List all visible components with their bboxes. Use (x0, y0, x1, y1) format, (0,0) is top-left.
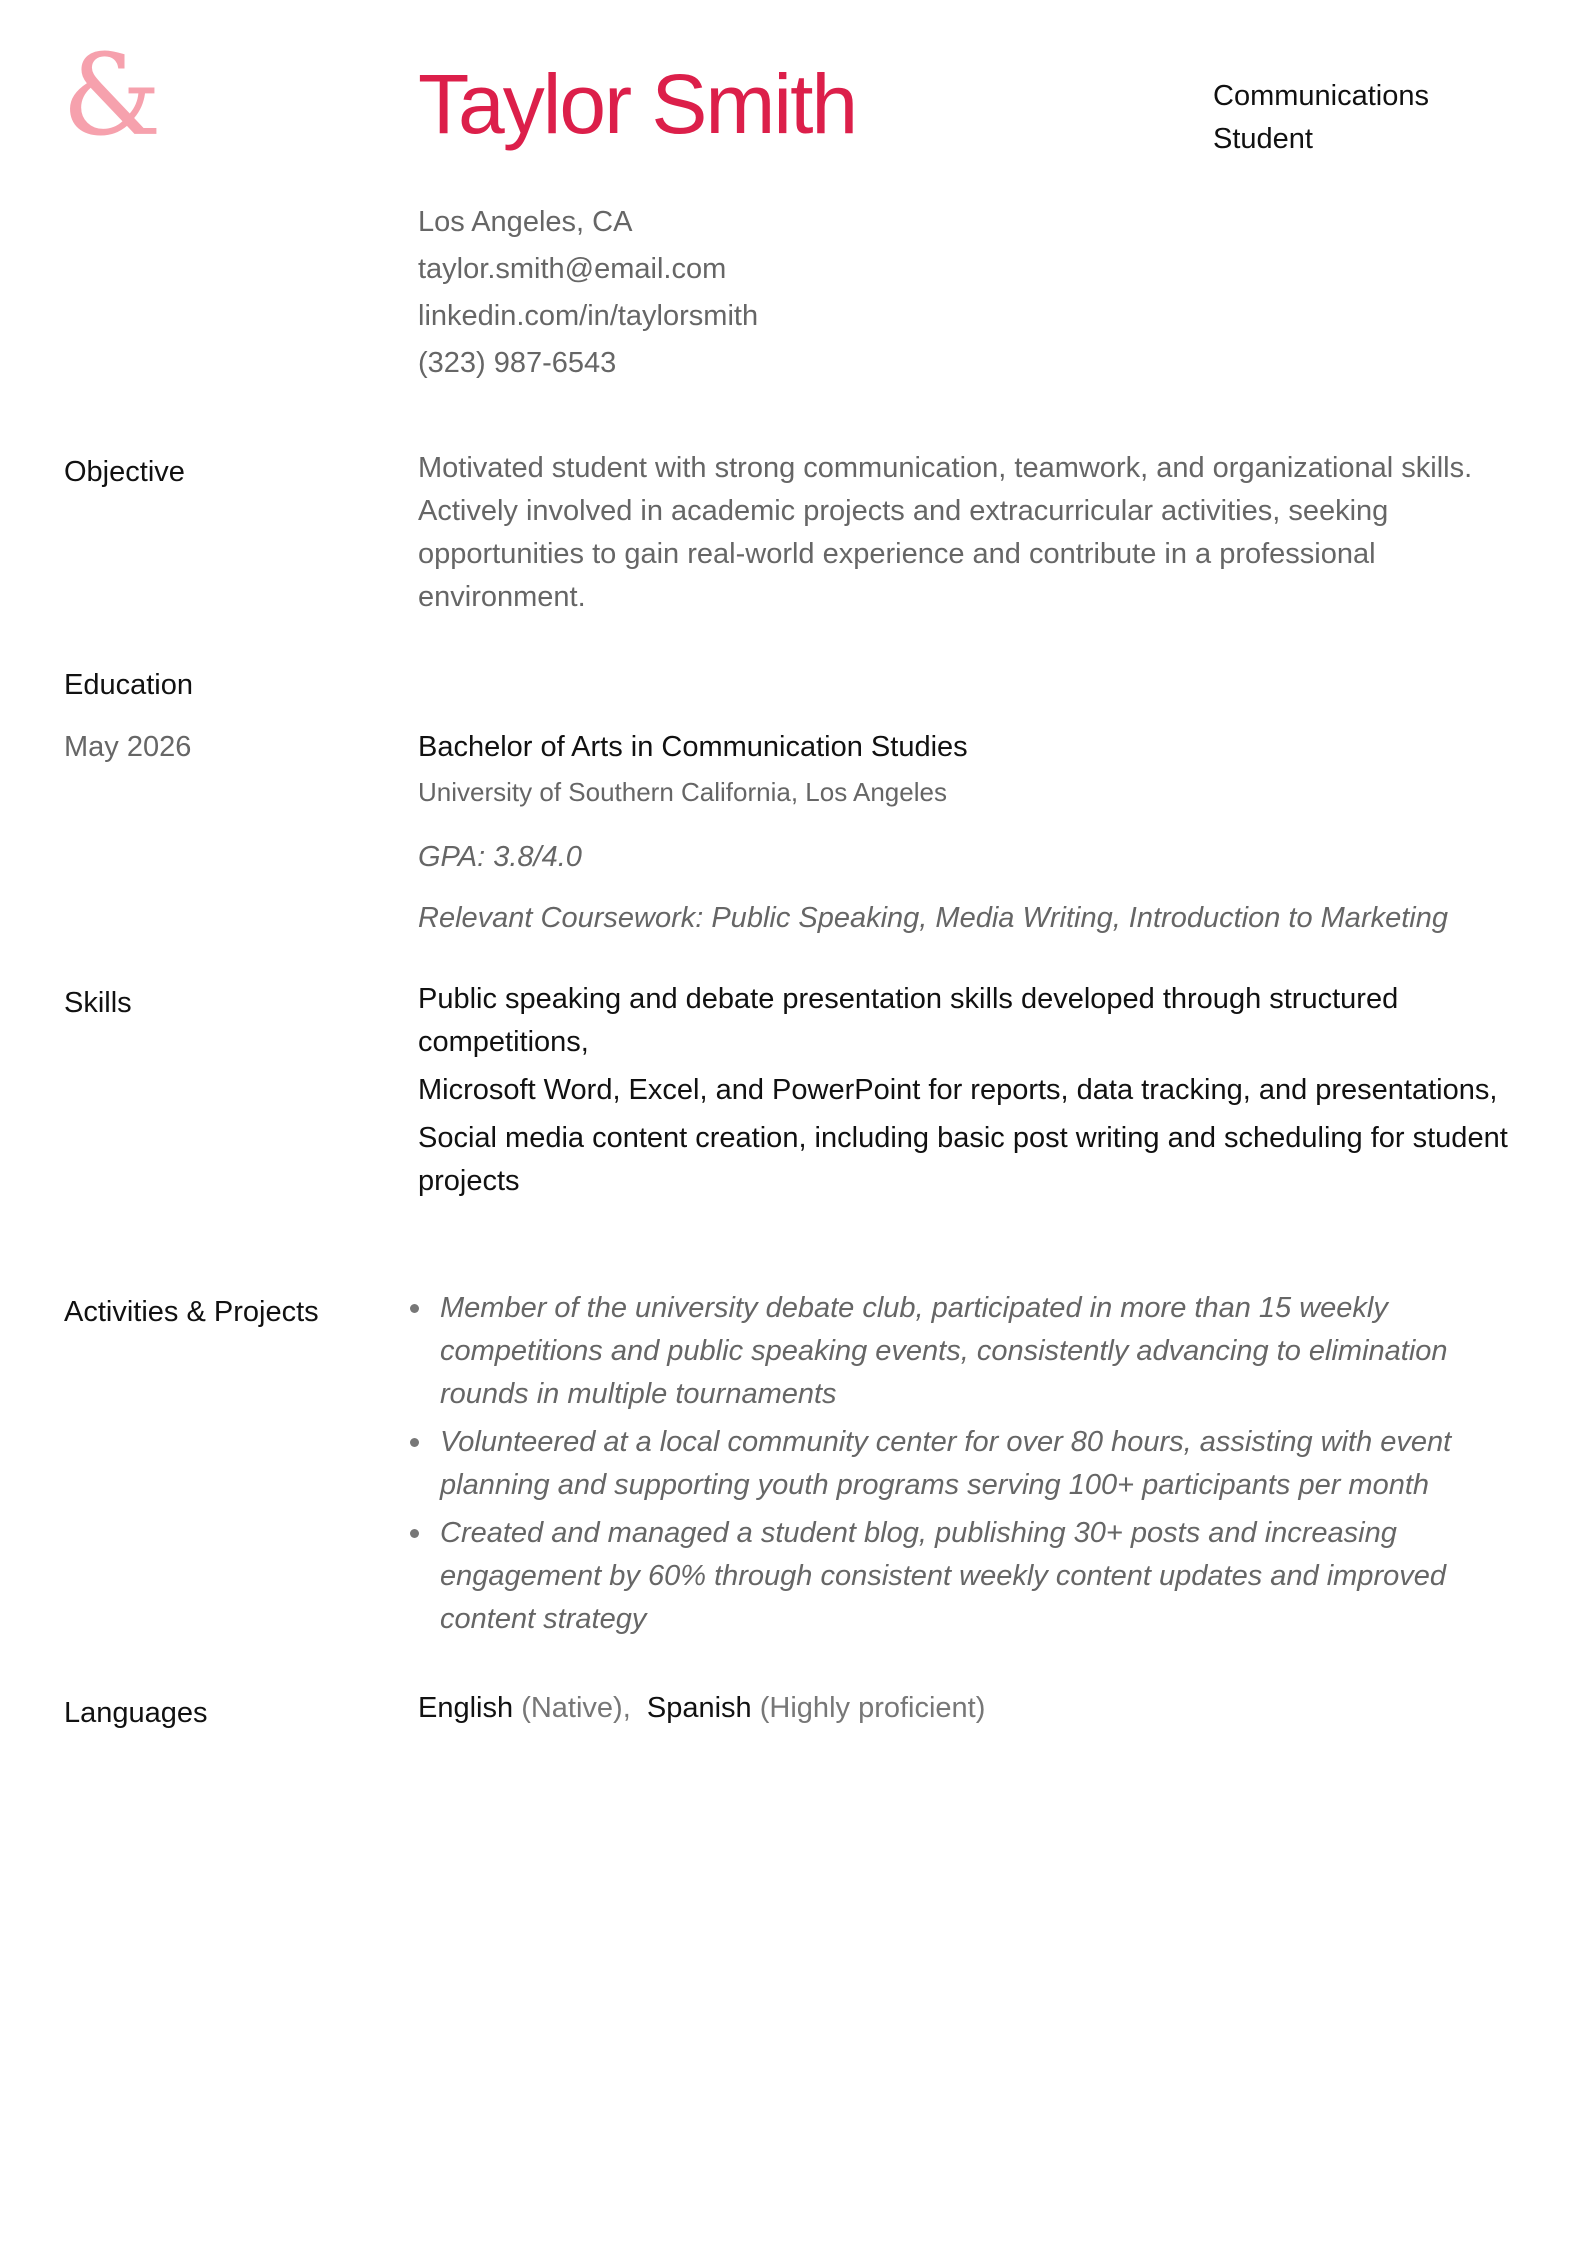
contact-email[interactable]: taylor.smith@email.com (418, 253, 727, 285)
contact-location: Los Angeles, CA (418, 206, 633, 238)
activities-list (410, 1287, 1540, 1646)
language-name: Spanish (646, 1692, 752, 1724)
contact-phone: (323) 987-6543 (418, 347, 617, 379)
language-item (418, 1692, 631, 1724)
section-label-skills: Skills (64, 987, 132, 1019)
language-item (647, 1692, 986, 1724)
language-level: (Native) (521, 1692, 623, 1724)
job-title: Communications Student (1213, 80, 1429, 155)
section-label-objective: Objective (64, 456, 185, 488)
skill-item: Microsoft Word, Excel, and PowerPoint for reports, data tracking, and presentations, (418, 1074, 1498, 1106)
activity-item: Member of the university debate club, participated in more than 15 weekly competitions and public speaking events, consistently advancing to elimination rounds in multiple tournaments (410, 1287, 1540, 1416)
skills-list (418, 978, 1538, 1208)
contact-linkedin[interactable]: linkedin.com/in/taylorsmith (418, 300, 759, 332)
objective-text: Motivated student with strong communication, teamwork, and organizational skills. Actively involved in academic projects and extracurricular activities, seeking opportunities to gain real-world experience and contribute in a professional environment. (418, 452, 1473, 613)
language-level: (Highly proficient) (759, 1692, 986, 1724)
education-school: University of Southern California, Los Angeles (418, 777, 947, 807)
language-name: English (418, 1692, 514, 1724)
education-gpa: GPA: 3.8/4.0 (418, 841, 582, 873)
logo-ampersand: & (62, 31, 162, 161)
education-coursework: Relevant Coursework: Public Speaking, Media Writing, Introduction to Marketing (418, 902, 1448, 934)
activity-item: Created and managed a student blog, publishing 30+ posts and increasing engagement by 60% through consistent weekly content updates and improved content strategy (410, 1512, 1540, 1641)
education-date: May 2026 (64, 731, 192, 763)
languages-list (418, 1691, 1538, 1726)
section-label-education: Education (64, 669, 193, 701)
language-separator: , (622, 1692, 631, 1724)
section-label-languages: Languages (64, 1697, 208, 1729)
contact-block (418, 199, 758, 387)
candidate-name: Taylor Smith (418, 57, 857, 151)
activity-item: Volunteered at a local community center for over 80 hours, assisting with event planning and supporting youth programs serving 100+ participants per month (410, 1421, 1540, 1507)
skill-item: Social media content creation, including basic post writing and scheduling for student projects (418, 1122, 1508, 1197)
skill-item: Public speaking and debate presentation skills developed through structured competitions, (418, 983, 1399, 1058)
education-degree: Bachelor of Arts in Communication Studies (418, 731, 968, 763)
section-label-activities: Activities & Projects (64, 1296, 319, 1328)
